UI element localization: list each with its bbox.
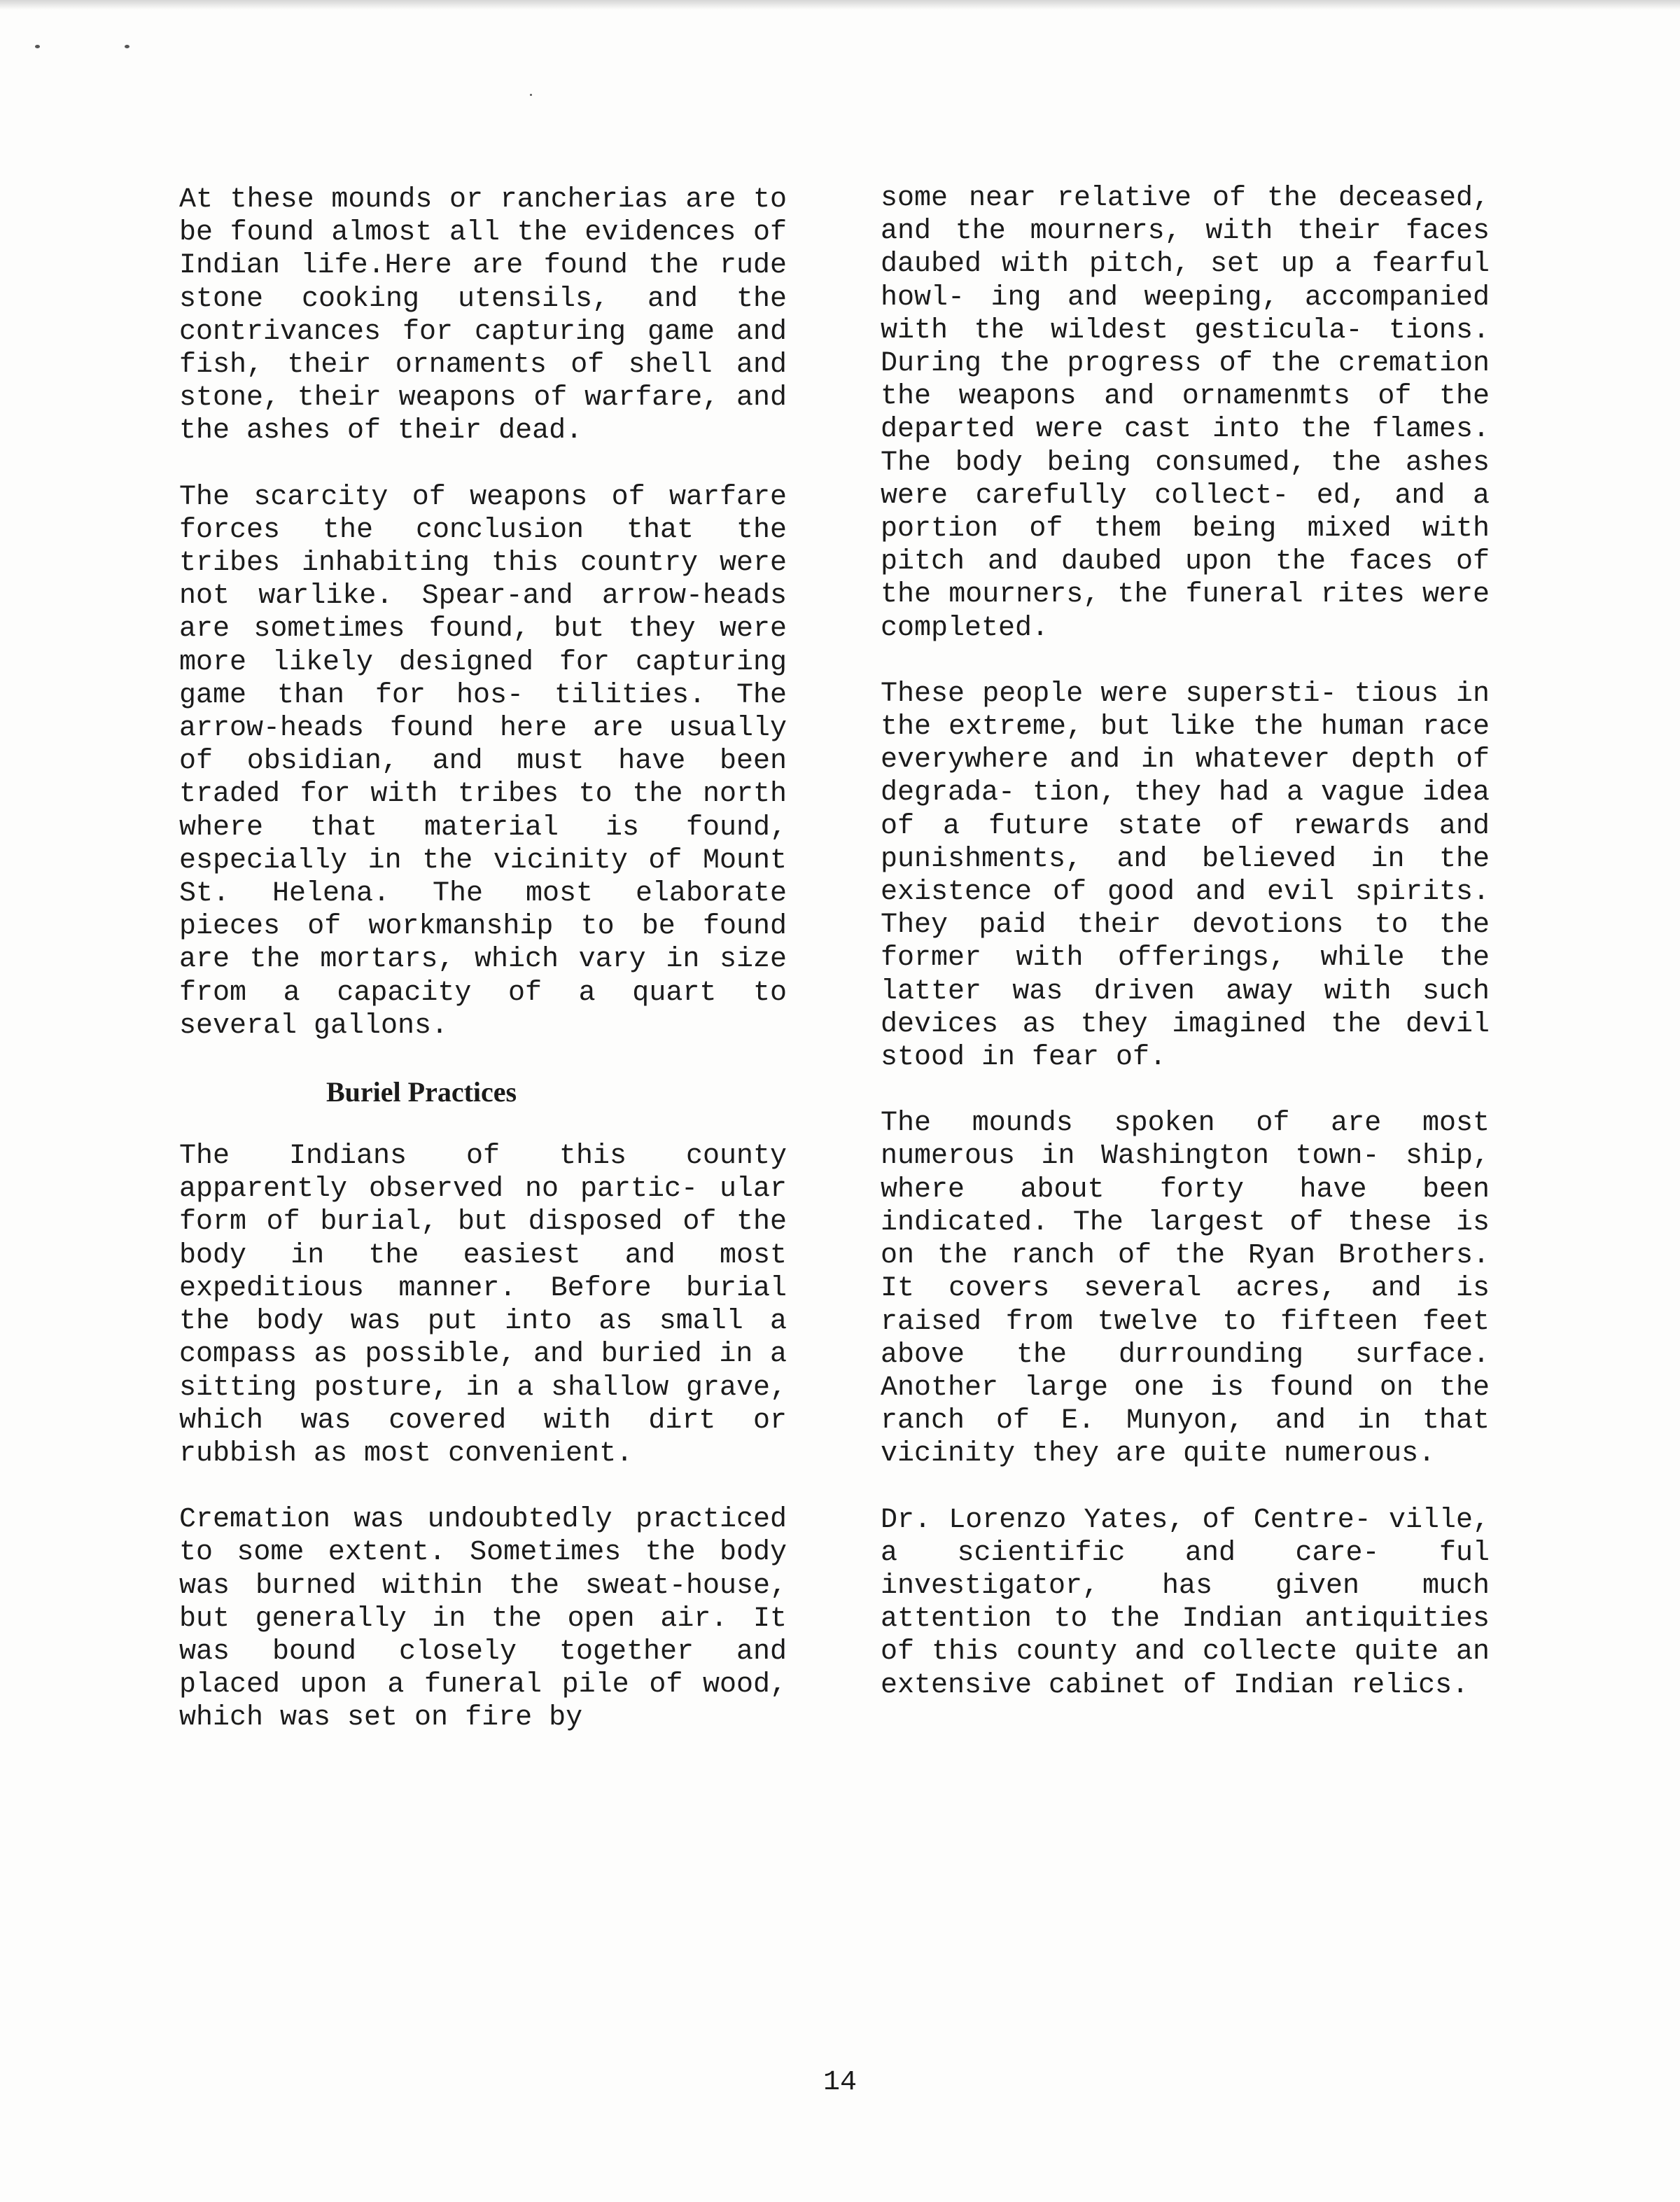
scan-edge-shadow xyxy=(0,0,1680,10)
paragraph: These people were supersti- tious in the extreme, but like the human race everywhere and in whatever depth of degrada- tion, they had a vague idea of a future state of rewards and punishments, and believed in the existence of good and evil spirits. They paid their devotions to the former with offerings, while the latter was driven away with such devices as they imagined the devil stood in fear of. xyxy=(881,678,1490,1074)
paragraph: The Indians of this county apparently observed no partic- ular form of burial, but disposed of the body in the easiest and most expeditious manner. Before burial the body was put into as small a compass as possible, and buried in a sitting posture, in a shallow grave, which was covered with dirt or rubbish as most convenient. xyxy=(179,1141,787,1470)
scan-speck xyxy=(530,94,532,96)
paragraph: some near relative of the deceased, and the mourners, with their faces daubed with pitch, set up a fearful howl- ing and weeping, accompanied with the wildest gesticula- tions. During the progress of the cremation the weapons and ornamenmts of the departed were cast into the flames. The body being consumed, the ashes were carefully collect- ed, and a portion of them being mixed with pitch and daubed upon the faces of the mourners, the funeral rites were completed. xyxy=(881,183,1490,644)
paragraph: Cremation was undoubtedly practiced to some extent. Sometimes the body was burned within the sweat-house, but generally in the open air. It was bound closely together and placed upon a funeral pile of wood, which was set on fire by xyxy=(179,1504,787,1734)
paragraph: The mounds spoken of are most numerous in Washington town- ship, where about forty have been indicated. The largest of these is on the ranch of the Ryan Brothers. It covers several acres, and is raised from twelve to fifteen feet above the durrounding surface. Another large one is found on the ranch of E. Munyon, and in that vicinity they are quite numerous. xyxy=(881,1108,1490,1470)
section-heading: Buriel Practices xyxy=(326,1076,517,1108)
paragraph: At these mounds or rancherias are to be found almost all the evidences of Indian life.Here are found the rude stone cooking utensils, and the contrivances for capturing game and fish, their ornaments of shell and stone, their weapons of warfare, and the ashes of their dead. xyxy=(179,184,787,447)
page-number: 14 xyxy=(822,2067,857,2098)
right-column xyxy=(881,182,1490,1735)
paragraph: Dr. Lorenzo Yates, of Centre- ville, a scientific and care- ful investigator, has given much attention to the Indian antiquities of this county and collecte quite an extensive cabinet of Indian relics. xyxy=(881,1504,1490,1701)
scan-speck xyxy=(125,45,130,48)
left-column xyxy=(179,183,787,1768)
paragraph: The scarcity of weapons of warfare forces the conclusion that the tribes inhabiting this country were not warlike. Spear-and arrow-heads are sometimes found, but they were more likely designed for capturing game than for hos- tilities. The arrow-heads found here are usually of obsidian, and must have been traded for with tribes to the north where that material is found, especially in the vicinity of Mount St. Helena. The most elaborate pieces of workmanship to be found are the mortars, which vary in size from a capacity of a quart to several gallons. xyxy=(179,481,787,1042)
scan-speck xyxy=(35,45,40,48)
